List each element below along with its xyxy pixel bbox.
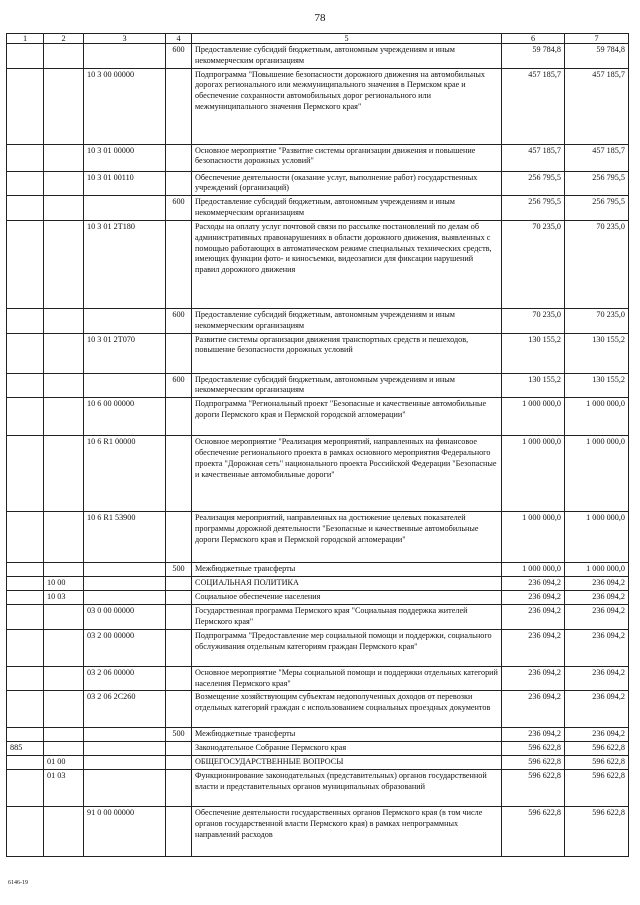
section-code-cell (44, 742, 84, 756)
target-article-code-cell: 03 2 00 00000 (84, 629, 166, 666)
section-code-cell: 01 03 (44, 769, 84, 806)
amount-2021-cell: 236 094,2 (565, 577, 629, 591)
target-article-code-cell (84, 196, 166, 221)
page-number: 78 (314, 12, 326, 24)
amount-2020-cell: 70 235,0 (502, 220, 565, 308)
amount-2020-cell: 596 622,8 (502, 742, 565, 756)
table-row (7, 666, 629, 691)
target-article-code-cell: 10 6 00 00000 (84, 398, 166, 436)
expense-type-code-cell: 500 (166, 728, 192, 742)
ministry-code-cell (7, 398, 44, 436)
target-article-code-cell: 10 3 01 2T070 (84, 333, 166, 373)
item-name-cell: Основное мероприятие "Реализация мероприятий, направленных на финансовое обеспечение регионального проекта в рамках основного мероприятия Федерального проекта "Дорожная сеть" национального проекта Российской Федерации "Безопасные и качественные автомобильные дороги" (192, 436, 502, 512)
amount-2021-cell: 236 094,2 (565, 691, 629, 728)
table-row (7, 728, 629, 742)
item-name-cell: Основное мероприятие "Меры социальной помощи и поддержки отдельных категорий населения Пермского края" (192, 666, 502, 691)
ministry-code-cell (7, 171, 44, 196)
item-name-cell: Государственная программа Пермского края "Социальная поддержка жителей Пермского края" (192, 604, 502, 629)
section-code-cell (44, 604, 84, 629)
item-name-cell: Подпрограмма "Предоставление мер социальной помощи и поддержки, социального обслуживания отдельным категориям граждан Пермского края" (192, 629, 502, 666)
ministry-code-cell (7, 68, 44, 144)
target-article-code-cell: 10 6 R1 00000 (84, 436, 166, 512)
section-code-cell (44, 171, 84, 196)
amount-2020-cell: 457 185,7 (502, 68, 565, 144)
header-row (7, 34, 629, 44)
amount-2020-cell: 236 094,2 (502, 590, 565, 604)
amount-2020-cell: 1 000 000,0 (502, 398, 565, 436)
amount-2021-cell: 1 000 000,0 (565, 436, 629, 512)
ministry-code-cell (7, 728, 44, 742)
col-header-2: 2 (44, 34, 84, 44)
amount-2021-cell: 1 000 000,0 (565, 512, 629, 563)
expense-type-code-cell: 600 (166, 373, 192, 398)
table-row (7, 590, 629, 604)
item-name-cell: Межбюджетные трансферты (192, 728, 502, 742)
table-row (7, 756, 629, 770)
section-code-cell (44, 563, 84, 577)
ministry-code-cell (7, 144, 44, 171)
target-article-code-cell: 91 0 00 00000 (84, 806, 166, 856)
section-code-cell (44, 691, 84, 728)
section-code-cell (44, 436, 84, 512)
table-row (7, 171, 629, 196)
expense-type-code-cell (166, 144, 192, 171)
table-row (7, 742, 629, 756)
target-article-code-cell (84, 44, 166, 69)
amount-2020-cell: 236 094,2 (502, 629, 565, 666)
target-article-code-cell: 10 6 R1 53900 (84, 512, 166, 563)
ministry-code-cell (7, 806, 44, 856)
section-code-cell (44, 629, 84, 666)
ministry-code-cell (7, 756, 44, 770)
target-article-code-cell: 10 3 01 00000 (84, 144, 166, 171)
target-article-code-cell (84, 590, 166, 604)
ministry-code-cell (7, 769, 44, 806)
table-body (7, 44, 629, 857)
item-name-cell: Функционирование законодательных (представительных) органов государственной власти и представительных органов муниципальных образований (192, 769, 502, 806)
expense-type-code-cell (166, 742, 192, 756)
item-name-cell: Развитие системы организации движения транспортных средств и пешеходов, повышение безопасности дорожных условий (192, 333, 502, 373)
amount-2021-cell: 236 094,2 (565, 728, 629, 742)
amount-2021-cell: 256 795,5 (565, 171, 629, 196)
target-article-code-cell: 03 2 06 00000 (84, 666, 166, 691)
amount-2021-cell: 236 094,2 (565, 604, 629, 629)
target-article-code-cell: 03 0 00 00000 (84, 604, 166, 629)
section-code-cell (44, 666, 84, 691)
table-row (7, 220, 629, 308)
section-code-cell (44, 333, 84, 373)
amount-2021-cell: 596 622,8 (565, 769, 629, 806)
amount-2021-cell: 596 622,8 (565, 756, 629, 770)
expense-type-code-cell (166, 756, 192, 770)
ministry-code-cell (7, 333, 44, 373)
section-code-cell: 01 00 (44, 756, 84, 770)
item-name-cell: Подпрограмма "Региональный проект "Безопасные и качественные автомобильные дороги Пермского края и Пермской городской агломерации" (192, 398, 502, 436)
item-name-cell: Предоставление субсидий бюджетным, автономным учреждениям и иным некоммерческим организациям (192, 196, 502, 221)
table-row (7, 398, 629, 436)
section-code-cell (44, 512, 84, 563)
amount-2020-cell: 596 622,8 (502, 756, 565, 770)
item-name-cell: Основное мероприятие "Развитие системы организации движения и повышение безопасности дорожных условий" (192, 144, 502, 171)
amount-2021-cell: 457 185,7 (565, 144, 629, 171)
expense-type-code-cell (166, 171, 192, 196)
ministry-code-cell (7, 44, 44, 69)
amount-2020-cell: 70 235,0 (502, 308, 565, 333)
section-code-cell (44, 68, 84, 144)
target-article-code-cell (84, 769, 166, 806)
table-row (7, 806, 629, 856)
document-code: 6146-19 (8, 880, 28, 886)
section-code-cell (44, 398, 84, 436)
ministry-code-cell (7, 512, 44, 563)
expense-type-code-cell (166, 691, 192, 728)
table-row (7, 436, 629, 512)
expense-type-code-cell (166, 666, 192, 691)
target-article-code-cell (84, 563, 166, 577)
expense-type-code-cell (166, 806, 192, 856)
amount-2021-cell: 130 155,2 (565, 333, 629, 373)
ministry-code-cell (7, 196, 44, 221)
expense-type-code-cell (166, 68, 192, 144)
amount-2021-cell: 59 784,8 (565, 44, 629, 69)
table-row (7, 691, 629, 728)
ministry-code-cell (7, 577, 44, 591)
table-row (7, 333, 629, 373)
target-article-code-cell (84, 728, 166, 742)
amount-2020-cell: 130 155,2 (502, 373, 565, 398)
section-code-cell (44, 308, 84, 333)
expense-type-code-cell (166, 398, 192, 436)
table-row (7, 44, 629, 69)
expense-type-code-cell: 600 (166, 308, 192, 333)
amount-2020-cell: 1 000 000,0 (502, 512, 565, 563)
target-article-code-cell (84, 308, 166, 333)
amount-2020-cell: 236 094,2 (502, 691, 565, 728)
section-code-cell (44, 144, 84, 171)
item-name-cell: Реализация мероприятий, направленных на достижение целевых показателей программы дорожной деятельности "Безопасные и качественные автомобильные дороги Пермского края и Пермской городской агломерации" (192, 512, 502, 563)
col-header-1: 1 (7, 34, 44, 44)
amount-2020-cell: 130 155,2 (502, 333, 565, 373)
amount-2021-cell: 70 235,0 (565, 308, 629, 333)
section-code-cell: 10 03 (44, 590, 84, 604)
ministry-code-cell (7, 373, 44, 398)
amount-2021-cell: 596 622,8 (565, 742, 629, 756)
table-row (7, 512, 629, 563)
table-row (7, 563, 629, 577)
expense-type-code-cell (166, 220, 192, 308)
target-article-code-cell (84, 373, 166, 398)
target-article-code-cell: 10 3 01 00110 (84, 171, 166, 196)
amount-2021-cell: 130 155,2 (565, 373, 629, 398)
table-row (7, 196, 629, 221)
table-row (7, 604, 629, 629)
item-name-cell: Расходы на оплату услуг почтовой связи по рассылке постановлений по делам об административных правонарушениях в области дорожного движения, выявленных с помощью работающих в автоматическом режиме специальных технических средств, имеющих функции фото- и киносъемки, видеозаписи для фиксации нарушений правил дорожного движения (192, 220, 502, 308)
amount-2021-cell: 70 235,0 (565, 220, 629, 308)
section-code-cell (44, 728, 84, 742)
amount-2020-cell: 256 795,5 (502, 196, 565, 221)
section-code-cell (44, 196, 84, 221)
expense-type-code-cell (166, 629, 192, 666)
table-row (7, 308, 629, 333)
section-code-cell: 10 00 (44, 577, 84, 591)
amount-2020-cell: 256 795,5 (502, 171, 565, 196)
amount-2020-cell: 59 784,8 (502, 44, 565, 69)
expense-type-code-cell (166, 604, 192, 629)
amount-2021-cell: 236 094,2 (565, 590, 629, 604)
section-code-cell (44, 373, 84, 398)
amount-2021-cell: 236 094,2 (565, 666, 629, 691)
amount-2020-cell: 457 185,7 (502, 144, 565, 171)
item-name-cell: Социальное обеспечение населения (192, 590, 502, 604)
target-article-code-cell: 10 3 01 2T180 (84, 220, 166, 308)
ministry-code-cell (7, 563, 44, 577)
amount-2020-cell: 236 094,2 (502, 728, 565, 742)
target-article-code-cell (84, 756, 166, 770)
item-name-cell: Межбюджетные трансферты (192, 563, 502, 577)
table-row (7, 577, 629, 591)
item-name-cell: Законодательное Собрание Пермского края (192, 742, 502, 756)
amount-2020-cell: 1 000 000,0 (502, 563, 565, 577)
expense-type-code-cell (166, 577, 192, 591)
expense-type-code-cell (166, 512, 192, 563)
section-code-cell (44, 806, 84, 856)
item-name-cell: Подпрограмма "Повышение безопасности дорожного движения на автомобильных дорогах регионального или межмуниципального значения в Пермском крае и обеспечение сохранности автомобильных дорог регионального или межмуниципального значения Пермского края" (192, 68, 502, 144)
target-article-code-cell: 03 2 06 2C260 (84, 691, 166, 728)
amount-2020-cell: 236 094,2 (502, 666, 565, 691)
ministry-code-cell (7, 629, 44, 666)
ministry-code-cell (7, 590, 44, 604)
col-header-6: 6 (502, 34, 565, 44)
expense-type-code-cell (166, 590, 192, 604)
ministry-code-cell (7, 436, 44, 512)
amount-2020-cell: 596 622,8 (502, 806, 565, 856)
amount-2021-cell: 256 795,5 (565, 196, 629, 221)
ministry-code-cell: 885 (7, 742, 44, 756)
col-header-7: 7 (565, 34, 629, 44)
expense-type-code-cell (166, 436, 192, 512)
col-header-4: 4 (166, 34, 192, 44)
target-article-code-cell (84, 577, 166, 591)
col-header-5: 5 (192, 34, 502, 44)
section-code-cell (44, 44, 84, 69)
item-name-cell: Обеспечение деятельности государственных органов Пермского края (в том числе органов государственной власти Пермского края) в рамках непрограммных направлений расходов (192, 806, 502, 856)
ministry-code-cell (7, 691, 44, 728)
amount-2020-cell: 236 094,2 (502, 577, 565, 591)
item-name-cell: Возмещение хозяйствующим субъектам недополученных доходов от перевозки отдельных категорий граждан с использованием социальных проездных документов (192, 691, 502, 728)
section-code-cell (44, 220, 84, 308)
item-name-cell: Обеспечение деятельности (оказание услуг, выполнение работ) государственных учреждений (организаций) (192, 171, 502, 196)
table-row (7, 629, 629, 666)
table-row (7, 68, 629, 144)
amount-2020-cell: 236 094,2 (502, 604, 565, 629)
item-name-cell: Предоставление субсидий бюджетным, автономным учреждениям и иным некоммерческим организациям (192, 308, 502, 333)
item-name-cell: ОБЩЕГОСУДАРСТВЕННЫЕ ВОПРОСЫ (192, 756, 502, 770)
table-row (7, 373, 629, 398)
ministry-code-cell (7, 220, 44, 308)
ministry-code-cell (7, 604, 44, 629)
item-name-cell: Предоставление субсидий бюджетным, автономным учреждениям и иным некоммерческим организациям (192, 373, 502, 398)
ministry-code-cell (7, 666, 44, 691)
amount-2020-cell: 596 622,8 (502, 769, 565, 806)
amount-2020-cell: 1 000 000,0 (502, 436, 565, 512)
amount-2021-cell: 457 185,7 (565, 68, 629, 144)
table-row (7, 144, 629, 171)
expense-type-code-cell: 600 (166, 44, 192, 69)
item-name-cell: Предоставление субсидий бюджетным, автономным учреждениям и иным некоммерческим организациям (192, 44, 502, 69)
budget-table (6, 33, 629, 857)
target-article-code-cell (84, 742, 166, 756)
item-name-cell: СОЦИАЛЬНАЯ ПОЛИТИКА (192, 577, 502, 591)
col-header-3: 3 (84, 34, 166, 44)
ministry-code-cell (7, 308, 44, 333)
expense-type-code-cell: 600 (166, 196, 192, 221)
expense-type-code-cell (166, 333, 192, 373)
target-article-code-cell: 10 3 00 00000 (84, 68, 166, 144)
amount-2021-cell: 1 000 000,0 (565, 563, 629, 577)
table-row (7, 769, 629, 806)
amount-2021-cell: 236 094,2 (565, 629, 629, 666)
expense-type-code-cell: 500 (166, 563, 192, 577)
amount-2021-cell: 1 000 000,0 (565, 398, 629, 436)
expense-type-code-cell (166, 769, 192, 806)
amount-2021-cell: 596 622,8 (565, 806, 629, 856)
